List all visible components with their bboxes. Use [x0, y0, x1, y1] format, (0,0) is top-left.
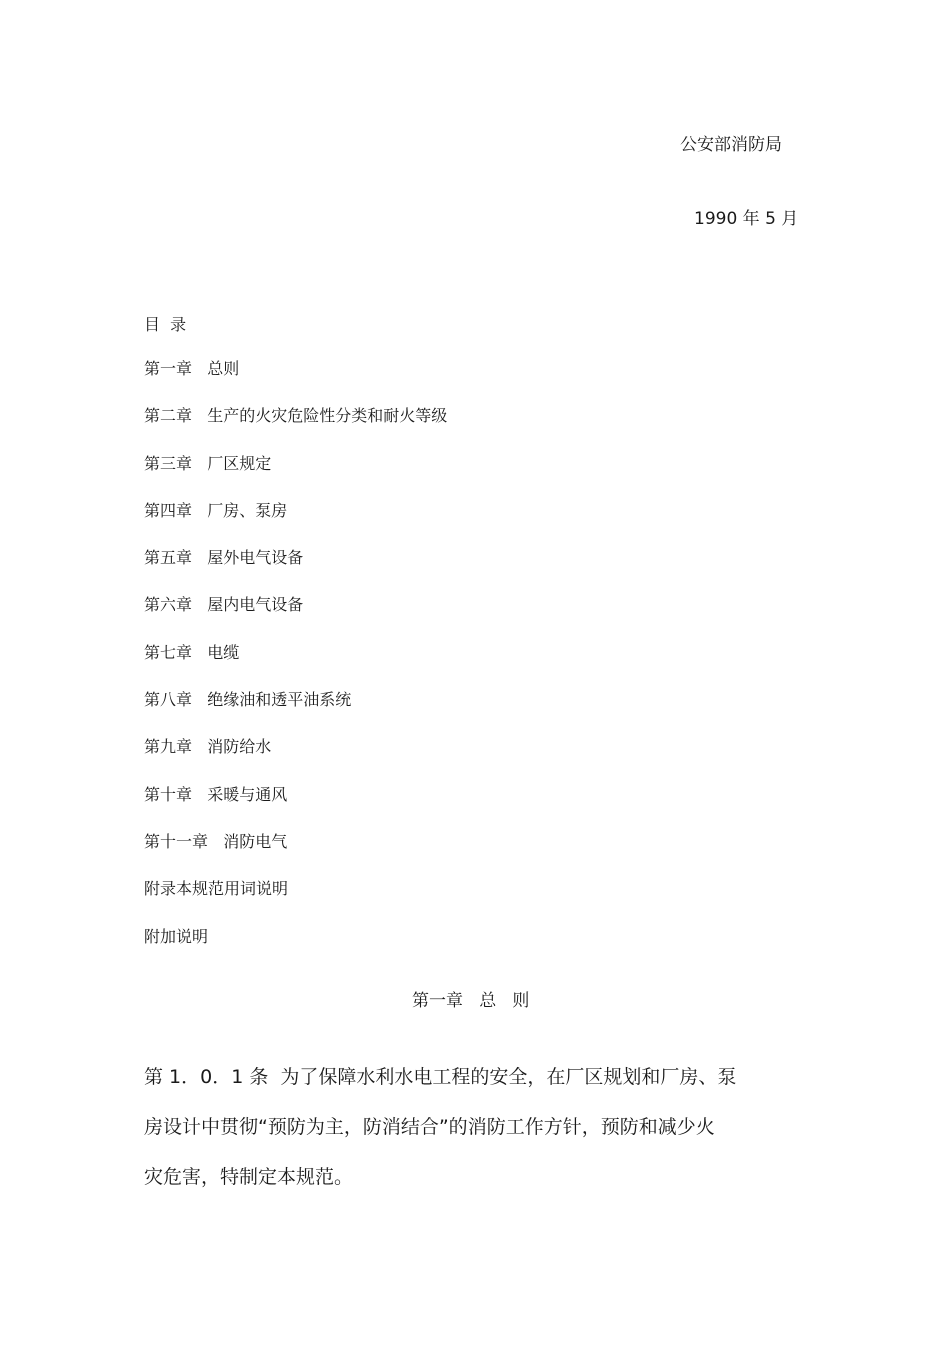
- toc-item: 第十一章 消防电气: [144, 831, 288, 851]
- article-paragraph: [144, 1052, 784, 1202]
- toc-item: 第八章 绝缘油和透平油系统: [144, 690, 352, 710]
- toc-item: 第十章 采暖与通风: [144, 784, 288, 804]
- toc-item: 第二章 生产的火灾危险性分类和耐火等级: [144, 406, 448, 426]
- toc-item: 第五章 屋外电气设备: [144, 548, 304, 568]
- toc-title: 目 录: [144, 315, 187, 334]
- chapter-heading: 第一章 总 则: [412, 991, 530, 1011]
- article-line: 第 1．0．1 条 为了保障水利水电工程的安全，在厂区规划和厂房、泵: [144, 1066, 737, 1088]
- issue-date: 1990 年 5 月: [694, 209, 799, 229]
- article-line: 灾危害，特制定本规范。: [144, 1166, 354, 1188]
- toc-item: 附录本规范用词说明: [144, 879, 289, 899]
- toc-item: 第三章 厂区规定: [144, 453, 272, 473]
- toc-item: 第九章 消防给水: [144, 737, 272, 757]
- toc-item: 第七章 电缆: [144, 642, 240, 662]
- article-line: 房设计中贯彻“预防为主，防消结合”的消防工作方针，预防和减少火: [144, 1116, 715, 1138]
- toc-item: 第四章 厂房、泵房: [144, 500, 288, 520]
- table-of-contents: [144, 359, 447, 974]
- toc-item: 第六章 屋内电气设备: [144, 595, 304, 615]
- issuer-name: 公安部消防局: [680, 135, 782, 155]
- toc-item: 第一章 总则: [144, 359, 240, 378]
- toc-item: 附加说明: [144, 926, 209, 946]
